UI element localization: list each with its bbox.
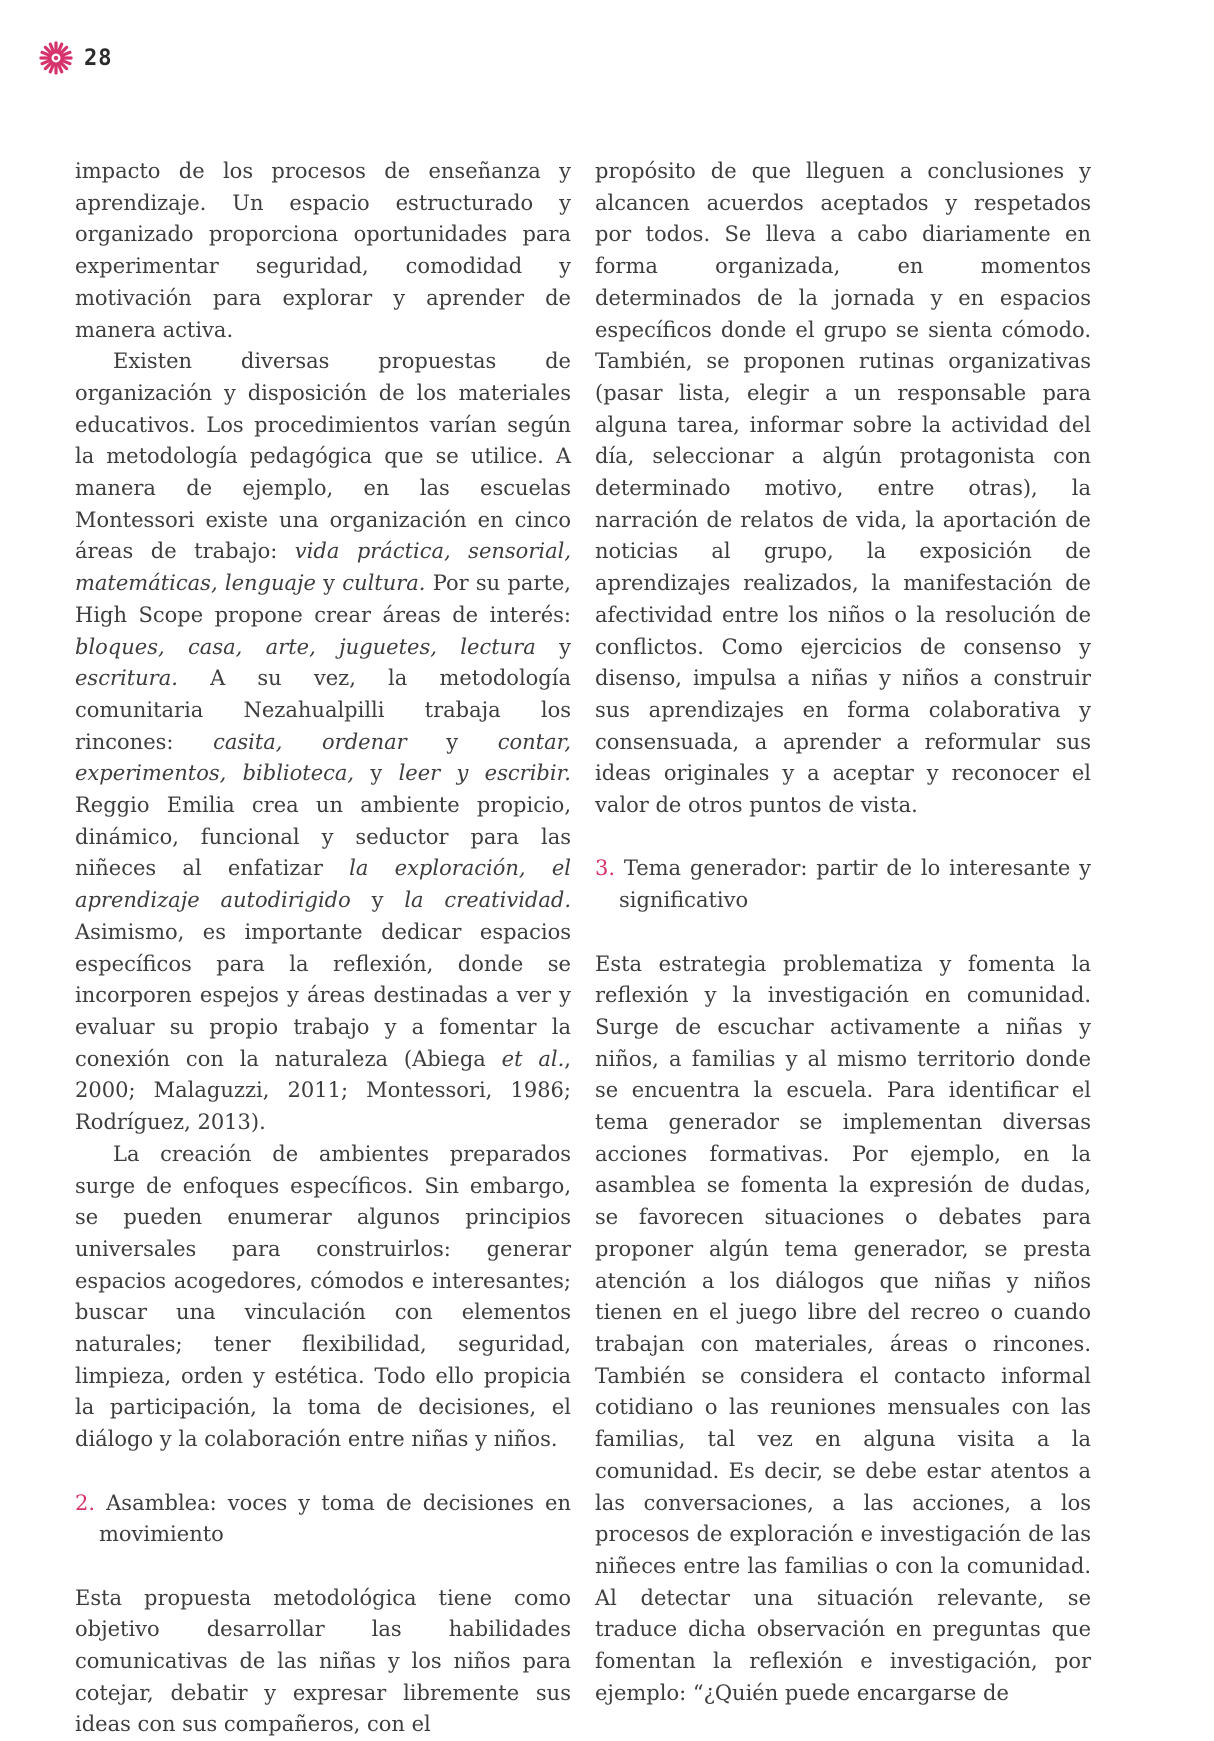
section-number: 2. — [75, 1490, 96, 1515]
section-title: Tema generador: partir de lo interesante y significativo — [619, 856, 1091, 913]
paragraph: Esta estrategia problematiza y fomenta la reflexión y la investigación en comunidad. Surge de escuchar activamente a niñas y niños, a familias y al mismo territorio donde se encuentra la escuela. Para identificar el tema generador se implementan diversas acciones formativas. Por ejemplo, en la asamblea se fomenta la expresión de dudas, se favorecen situaciones o debates para proponer algún tema generador, se presta atención a los diálogos que niñas y niños tienen en el juego libre del recreo o cuando trabajan con materiales, áreas o rincones. También se considera el contacto informal cotidiano o las reuniones mensuales con las familias, tal vez en alguna visita a la comunidad. Es decir, se debe estar atentos a las conversaciones, a las acciones, a los procesos de exploración e investigación de las niñeces entre las familias o con la comunidad. Al detectar una situación relevante, se traduce dicha observación en preguntas que fomentan la reflexión e investigación, por ejemplo: “¿Quién puede encargarse de — [595, 951, 1091, 1705]
left-column — [75, 156, 571, 1741]
asterisk-flower-icon — [38, 40, 74, 76]
section-heading-2 — [75, 1488, 571, 1551]
paragraph: impacto de los procesos de enseñanza y aprendizaje. Un espacio estructurado y organizado proporciona oportunidades para experimentar seguridad, comodidad y motivación para explorar y aprender de manera activa. — [75, 159, 571, 342]
paragraph: La creación de ambientes preparados surge de enfoques específicos. Sin embargo, se pueden enumerar algunos principios universales para construirlos: generar espacios acogedores, cómodos e interesantes; buscar una vinculación con elementos naturales; tener flexibilidad, seguridad, limpieza, orden y estética. Todo ello propicia la participación, la toma de decisiones, el diálogo y la colaboración entre niñas y niños. — [75, 1141, 571, 1452]
paragraph: propósito de que lleguen a conclusiones y alcancen acuerdos aceptados y respetados por todos. Se lleva a cabo diariamente en forma organizada, en momentos determinados de la jornada y en espacios específicos donde el grupo se sienta cómodo. También, se proponen rutinas organizativas (pasar lista, elegir a un responsable para alguna tarea, informar sobre la actividad del día, seleccionar a algún protagonista con determinado motivo, entre otras), la narración de relatos de vida, la aportación de noticias al grupo, la exposición de aprendizajes realizados, la manifestación de afectividad entre los niños o la resolución de conflictos. Como ejercicios de consenso y disenso, impulsa a niñas y niños a construir sus aprendizajes en forma colaborativa y consensuada, a aprender a reformular sus ideas originales y a aceptar y reconocer el valor de otros puntos de vista. — [595, 159, 1091, 818]
section-heading-3 — [595, 853, 1091, 916]
page-number: 28 — [84, 45, 113, 71]
paragraph: Existen diversas propuestas de organización y disposición de los materiales educativos. Los procedimientos varían según la metodología pedagógica que se utilice. A manera de ejemplo, en las escuelas Montessori existe una organización en cinco áreas de trabajo: vida práctica, sensorial, matemáticas, lenguaje y cultura. Por su parte, High Scope propone crear áreas de interés: bloques, casa, arte, juguetes, lectura y escritura. A su vez, la metodología comunitaria Nezahualpilli trabaja los rincones: casita, ordenar y contar, experimentos, biblioteca, y leer y escribir. Reggio Emilia crea un ambiente propicio, dinámico, funcional y seductor para las niñeces al enfatizar la exploración, el aprendizaje autodirigido y la creatividad. Asimismo, es importante dedicar espacios específicos para la reflexión, donde se incorporen espejos y áreas destinadas a ver y evaluar su propio trabajo y a fomentar la conexión con la naturaleza (Abiega et al., 2000; Malaguzzi, 2011; Montessori, 1986; Rodríguez, 2013). — [75, 349, 571, 1135]
page-header — [38, 40, 113, 76]
paragraph: Esta propuesta metodológica tiene como objetivo desarrollar las habilidades comunicativas de las niñas y los niños para cotejar, debatir y expresar libremente sus ideas con sus compañeros, con el — [75, 1585, 571, 1737]
section-title: Asamblea: voces y toma de decisiones en movimiento — [99, 1490, 571, 1547]
right-column — [595, 156, 1091, 1709]
section-number: 3. — [595, 856, 616, 881]
